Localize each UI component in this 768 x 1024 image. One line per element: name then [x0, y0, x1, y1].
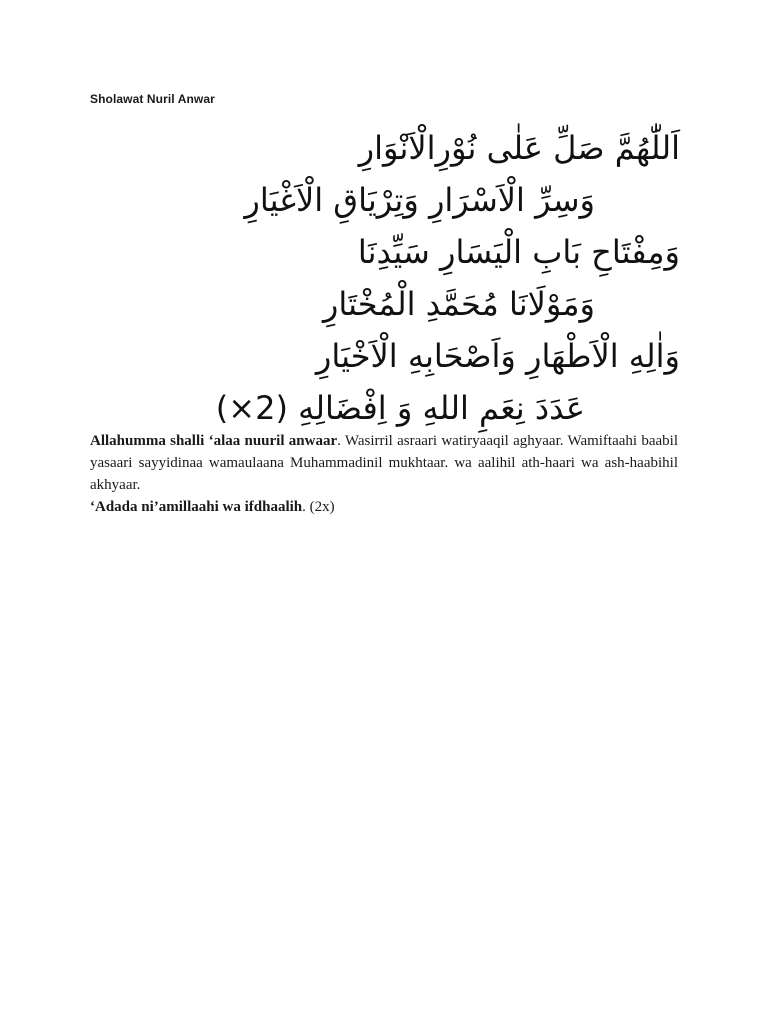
transliteration-bold-opening: Allahumma shalli ‘alaa nuuril anwaar	[90, 433, 338, 449]
arabic-line: وَمَوْلَانَا مُحَمَّدِ الْمُخْتَارِ	[322, 285, 595, 323]
arabic-line: وَمِفْتَاحِ بَابِ الْيَسَارِ سَيِّدِنَا	[357, 233, 680, 271]
arabic-line: عَدَدَ نِعَمِ اللهِ وَ اِفْضَالِهِ (2×)	[215, 389, 585, 427]
arabic-line: وَاٰلِهِ الْاَطْهَارِ وَاَصْحَابِهِ الْاَخْيَارِ	[315, 337, 680, 375]
transliteration-bold-closing: ‘Adada ni’amillaahi wa ifdhaalih	[90, 499, 303, 515]
arabic-line: وَسِرِّ الْاَسْرَارِ وَتِرْيَاقِ الْاَغْيَارِ	[244, 181, 595, 219]
transliteration-text: . (2x)	[302, 499, 335, 515]
transliteration-block	[90, 430, 678, 518]
transliteration-paragraph	[90, 430, 678, 496]
arabic-text-block	[180, 122, 680, 434]
arabic-line: اَللّٰهُمَّ صَلِّ عَلٰى نُوْرِالْاَنْوَارِ	[358, 129, 680, 167]
transliteration-text: . Wasirril asraari watiryaaqil aghyaar. Wamiftaahi baabil yasaari sayyidinaa wamaulaana Muhammadinil mukhtaar. wa aalihil ath-haari wa ash-haabihil akhyaar.	[90, 433, 678, 493]
transliteration-paragraph	[90, 496, 678, 518]
document-title: Sholawat Nuril Anwar	[90, 92, 215, 106]
